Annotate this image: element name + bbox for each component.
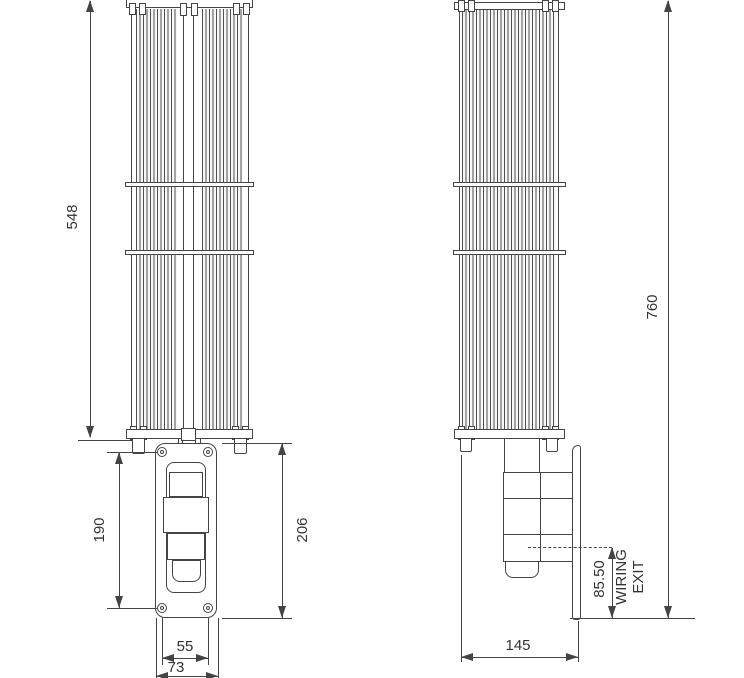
bracket-inner-line <box>540 472 541 562</box>
extension-line <box>156 618 157 678</box>
dim-85-50-label: 85.50 <box>591 560 608 598</box>
dim-190-label: 190 <box>91 517 108 543</box>
dim-760-label: 760 <box>644 294 661 320</box>
extension-line <box>222 618 292 619</box>
rod-bank-left <box>136 9 177 429</box>
rod-bank <box>462 9 556 429</box>
arrowhead <box>115 452 123 464</box>
extension-line <box>222 443 292 444</box>
dim-73-label: 73 <box>167 659 185 676</box>
cap-block <box>129 3 136 15</box>
extension-line <box>107 452 157 453</box>
cage-band <box>453 250 566 255</box>
cap-block <box>180 3 187 16</box>
screw-hole-center <box>206 606 210 610</box>
extension-line <box>570 618 695 619</box>
arrowhead <box>664 606 672 618</box>
mounting-foot <box>460 438 472 452</box>
arrowhead <box>461 653 473 661</box>
cage-left-edge <box>459 9 460 430</box>
dim-206-label: 206 <box>294 517 311 543</box>
extension-line <box>107 608 157 609</box>
dim-55-label: 55 <box>176 638 194 655</box>
cage-band <box>125 250 254 255</box>
dim-line <box>90 1 91 437</box>
mounting-foot <box>234 438 247 454</box>
arrowhead <box>206 672 218 678</box>
dim-line <box>461 657 578 658</box>
mounting-foot <box>546 438 558 452</box>
rod-bank-right <box>202 9 243 429</box>
cap-block <box>468 0 475 12</box>
wiring-centerline <box>528 547 612 548</box>
bracket-segment <box>167 533 205 560</box>
dim-548-label: 548 <box>64 204 81 230</box>
cap-block <box>458 0 465 12</box>
cap-block <box>139 3 146 15</box>
arrowhead <box>664 0 672 12</box>
dim-line <box>119 453 120 608</box>
dim-145-label: 145 <box>505 637 531 654</box>
wiring-exit-label-line1: WIRING <box>613 549 630 605</box>
cage-left-edge <box>131 9 132 430</box>
cap-block <box>233 3 240 15</box>
cage-right-edge <box>558 9 559 430</box>
arrowhead <box>278 443 286 455</box>
arrowhead <box>196 654 208 662</box>
screw-hole-center <box>160 450 164 454</box>
extension-line <box>218 618 219 678</box>
cage-band <box>453 182 566 187</box>
cap-block <box>552 0 559 12</box>
bracket-segment <box>169 472 203 497</box>
arrowhead <box>566 653 578 661</box>
arrowhead <box>115 596 123 608</box>
dim-line <box>282 444 283 618</box>
cap-block <box>243 3 250 15</box>
wiring-exit-label-line2: EXIT <box>630 560 647 594</box>
arrowhead <box>608 606 616 618</box>
arrowhead <box>86 426 94 438</box>
bracket-box <box>503 472 573 499</box>
cap-block <box>542 0 549 12</box>
cage-right-edge <box>248 9 249 430</box>
center-tube <box>183 9 194 429</box>
wall-plate-profile <box>572 445 581 620</box>
extension-line <box>78 440 132 441</box>
extension-line <box>578 621 579 662</box>
arrowhead <box>278 606 286 618</box>
bracket-stem <box>504 439 540 473</box>
cage-band <box>125 182 254 187</box>
extension-line <box>208 618 209 665</box>
bracket-segment-bottom <box>172 560 201 582</box>
bracket-bottom <box>505 561 539 578</box>
extension-line <box>461 455 462 662</box>
screw-hole-center <box>206 450 210 454</box>
arrowhead <box>86 0 94 12</box>
dim-line <box>668 1 669 618</box>
screw-hole-center <box>160 606 164 610</box>
bracket-segment-wide <box>163 497 209 533</box>
cap-block <box>191 3 198 16</box>
bracket-box <box>503 534 573 562</box>
bracket-box <box>503 498 573 535</box>
